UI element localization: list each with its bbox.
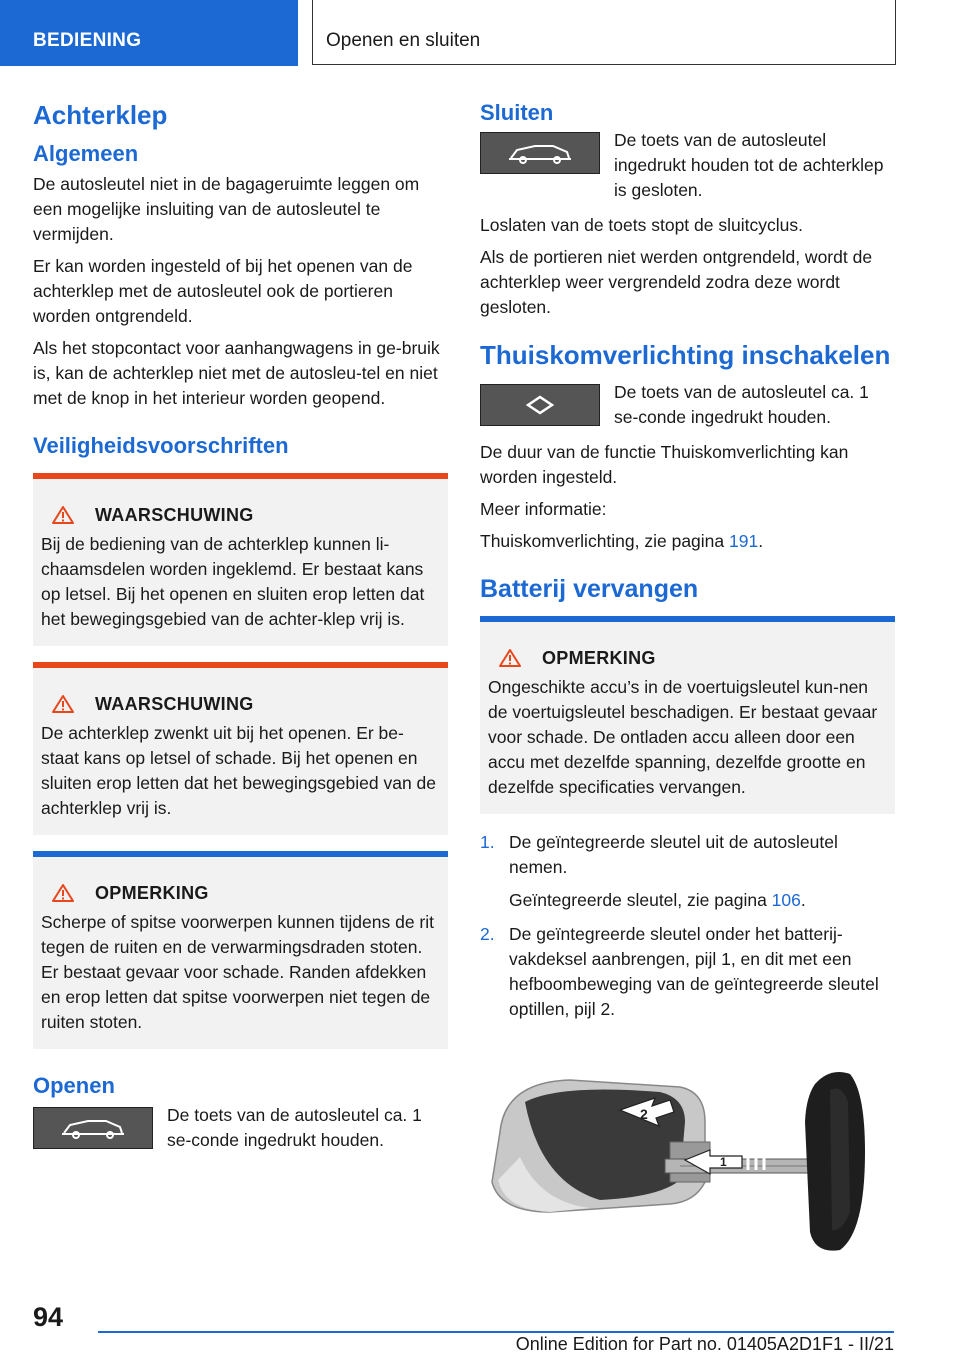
warning-text: Bij de bediening van de achterklep kunnen li-chaamsdelen worden ingeklemd. Er bestaat kans op letsel. Bij het openen en sluiten erop letten dat het bewegingsgebied van de achter-klep vrij is. (41, 533, 425, 629)
key-battery-illustration (480, 1062, 895, 1262)
warning-text: De achterklep zwenkt uit bij het openen. Er be-staat kans op letsel of schade. Bij het openen en sluiten erop letten dat het bewegingsgebied van de achterklep vrij is. (41, 722, 437, 818)
heading-sluiten: Sluiten (480, 100, 554, 125)
arrow-label-1: 1 (720, 1155, 727, 1169)
car-key-image (480, 1062, 895, 1262)
arrow-label-2: 2 (640, 1106, 648, 1122)
paragraph: Er kan worden ingesteld of bij het openen van de achterklep met de autosleutel ook de portieren worden ontgrendeld. (33, 255, 413, 326)
warning-triangle-icon (498, 648, 522, 668)
key-instruction-row (33, 1103, 448, 1153)
step-number: 1. (480, 831, 495, 852)
warning-box (33, 662, 448, 835)
step-sub (509, 888, 895, 913)
section-title-achterklep: Achterklep (33, 100, 168, 130)
paragraph: De autosleutel niet in de bagageruimte leggen om een mogelijke insluiting van de autosleutel te vermijden. (33, 173, 420, 244)
note-label: OPMERKING (542, 647, 656, 668)
left-column (33, 100, 448, 1163)
warning-triangle-icon (51, 883, 75, 903)
ref-text: Geïntegreerde sleutel, zie pagina (509, 889, 772, 910)
step-text: De geïntegreerde sleutel uit de autosleutel nemen. (509, 831, 838, 877)
paragraph: De duur van de functie Thuiskomverlichting kan worden ingesteld. (480, 441, 849, 487)
header-chapter-label: Openen en sluiten (326, 30, 481, 51)
page-number: 94 (33, 1302, 64, 1332)
thuis-text: De toets van de autosleutel ca. 1 se-conde ingedrukt houden. (614, 381, 869, 427)
section-title-thuiskomverlichting: Thuiskomverlichting inschakelen (480, 340, 891, 371)
warning-label: WAARSCHUWING (95, 504, 254, 525)
note-text: Ongeschikte accu’s in de voertuigsleutel kun-nen de voertuigsleutel beschadigen. Er bestaat gevaar voor schade. De ontladen accu alleen door een accu met dezelfde spanning, dezelfde grootte en dezelfde specificaties vervangen. (488, 676, 878, 797)
warning-triangle-icon (51, 694, 75, 714)
warning-triangle-icon (51, 505, 75, 525)
right-column (480, 100, 895, 1031)
note-label: OPMERKING (95, 882, 209, 903)
warning-box (33, 473, 448, 646)
warning-label: WAARSCHUWING (95, 693, 254, 714)
key-instruction-row (480, 380, 895, 430)
ref-end: . (800, 889, 806, 910)
key-instruction-row (480, 128, 895, 203)
ref-end: . (758, 530, 764, 551)
heading-openen: Openen (33, 1072, 115, 1098)
header-section-tab (0, 0, 298, 66)
step-text: De geïntegreerde sleutel onder het batterij-vakdeksel aanbrengen, pijl 1, en dit met een hefboombeweging van de geïntegreerde sleutel optillen, pijl 2. (509, 923, 879, 1019)
paragraph: Meer informatie: (480, 498, 607, 519)
warning-header (51, 694, 440, 715)
footer-divider (98, 1331, 894, 1333)
paragraph: Als de portieren niet werden ontgrendeld, wordt de achterklep weer vergrendeld zodra deze wordt gesloten. (480, 247, 873, 318)
warning-header (51, 505, 440, 526)
note-text: Scherpe of spitse voorwerpen kunnen tijdens de rit tegen de ruiten en de verwarmingsdraden stoten. Er bestaat gevaar voor schade. Randen afdekken en erop letten dat spitse voorwerpen niet tegen de ruiten stoten. (41, 911, 435, 1032)
note-box (33, 851, 448, 1049)
list-item (480, 922, 895, 1022)
heading-veiligheid: Veiligheidsvoorschriften (33, 432, 289, 458)
heading-algemeen: Algemeen (33, 141, 139, 167)
sluiten-text: De toets van de autosleutel ingedrukt houden tot de achterklep is gesloten. (614, 130, 884, 201)
footer-edition-text: Online Edition for Part no. 01405A2D1F1 - II/21 (515, 1334, 894, 1354)
openen-text: De toets van de autosleutel ca. 1 se-conde ingedrukt houden. (167, 1105, 422, 1151)
list-item (480, 830, 895, 913)
note-box (480, 616, 895, 814)
tailgate-close-icon (480, 132, 600, 174)
ref-text: Thuiskomverlichting, zie pagina (480, 530, 730, 551)
page-link-191[interactable]: 191 (729, 530, 759, 551)
home-light-icon (480, 384, 600, 426)
paragraph: Loslaten van de toets stopt de sluitcyclus. (480, 215, 803, 236)
step-number: 2. (480, 923, 495, 944)
steps-list (480, 830, 895, 1022)
header-chapter-box (312, 0, 896, 65)
page-link-106[interactable]: 106 (771, 889, 801, 910)
paragraph: Als het stopcontact voor aanhangwagens in ge-bruik is, kan de achterklep niet met de autosleu-tel en niet met de knop in het interieur worden geopend. (33, 337, 440, 408)
note-header (498, 648, 887, 669)
note-header (51, 883, 440, 904)
paragraph (480, 529, 895, 554)
tailgate-open-icon (33, 1107, 153, 1149)
heading-batterij: Batterij vervangen (480, 574, 699, 603)
header-section-label: BEDIENING (33, 30, 142, 51)
